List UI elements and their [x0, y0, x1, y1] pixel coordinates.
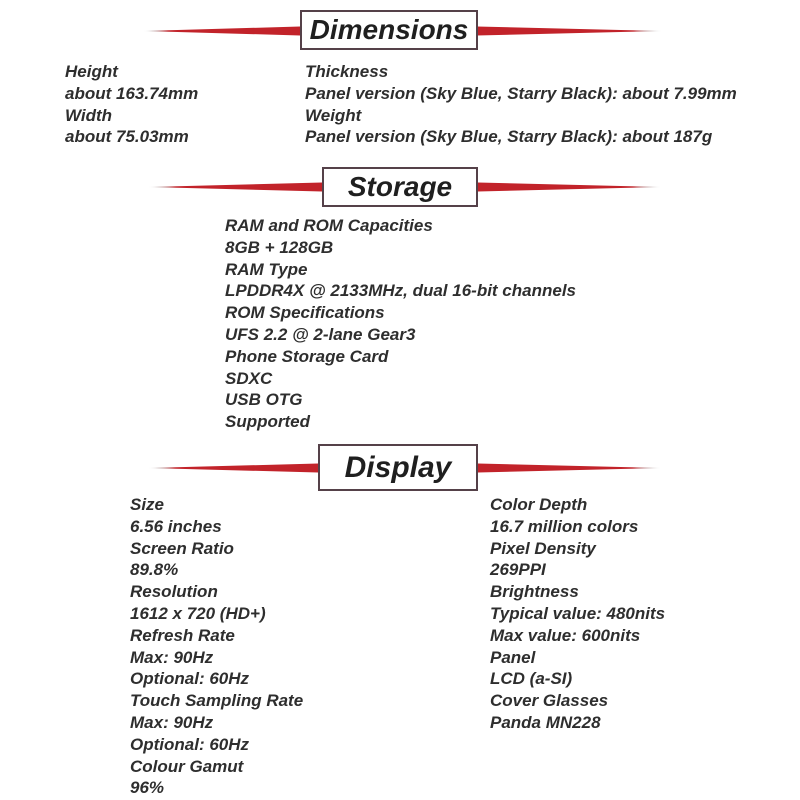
spec-line: Max value: 600nits: [490, 625, 641, 645]
spec-line: Optional: 60Hz: [130, 734, 250, 754]
spec-line: Screen Ratio: [130, 538, 234, 558]
spec-line: Optional: 60Hz: [130, 669, 250, 689]
spec-line: Supported: [225, 412, 310, 432]
spec-line: Weight: [305, 105, 362, 125]
dimensions-right-column: [305, 61, 737, 148]
spec-line: LPDDR4X @ 2133MHz, dual 16-bit channels: [225, 281, 576, 301]
spec-line: 269PPI: [490, 560, 546, 580]
spec-line: about 75.03mm: [65, 127, 189, 147]
spec-line: Refresh Rate: [130, 625, 235, 645]
section-header-storage: [322, 167, 478, 207]
spec-line: Max: 90Hz: [130, 712, 214, 732]
spec-line: Max: 90Hz: [130, 647, 214, 667]
spec-line: Colour Gamut: [130, 756, 244, 776]
spec-line: about 163.74mm: [65, 83, 199, 103]
spec-line: UFS 2.2 @ 2-lane Gear3: [225, 324, 416, 344]
section-title: Display: [344, 450, 452, 484]
spec-line: Pixel Density: [490, 538, 596, 558]
spec-line: Cover Glasses: [490, 691, 609, 711]
spec-line: Color Depth: [490, 495, 588, 514]
spec-line: USB OTG: [225, 390, 303, 410]
spec-line: Thickness: [305, 62, 389, 81]
red-divider-right: [478, 180, 662, 194]
red-divider-right: [477, 24, 663, 38]
spec-line: Height: [65, 62, 118, 81]
spec-line: Panel version (Sky Blue, Starry Black): about 187g: [305, 127, 713, 147]
spec-line: 96%: [130, 778, 165, 798]
spec-line: Panda MN228: [490, 712, 601, 732]
spec-line: RAM Type: [225, 259, 308, 279]
spec-line: 89.8%: [130, 560, 179, 580]
section-header-dimensions: [300, 10, 478, 50]
spec-line: 8GB + 128GB: [225, 237, 334, 257]
spec-line: 16.7 million colors: [490, 516, 639, 536]
red-divider-left: [143, 24, 300, 38]
spec-line: Phone Storage Card: [225, 346, 389, 366]
spec-line: LCD (a-SI): [490, 669, 573, 689]
red-divider-left: [148, 461, 318, 475]
spec-line: Brightness: [490, 582, 579, 602]
spec-line: Panel version (Sky Blue, Starry Black): about 7.99mm: [305, 83, 737, 103]
spec-line: RAM and ROM Capacities: [225, 216, 433, 235]
storage-column: [225, 215, 576, 433]
spec-line: Panel: [490, 647, 536, 667]
section-title: Storage: [347, 171, 453, 202]
dimensions-left-column: [65, 61, 198, 148]
section-title: Dimensions: [309, 14, 469, 45]
red-divider-left: [148, 180, 322, 194]
spec-line: ROM Specifications: [225, 303, 385, 323]
spec-line: Size: [130, 495, 165, 514]
spec-line: SDXC: [225, 368, 273, 388]
spec-line: Typical value: 480nits: [490, 603, 666, 623]
spec-line: 6.56 inches: [130, 516, 222, 536]
spec-line: Width: [65, 105, 113, 125]
section-header-display: [318, 444, 478, 491]
display-left-column: [130, 494, 303, 799]
spec-line: Touch Sampling Rate: [130, 691, 304, 711]
display-right-column: [490, 494, 665, 734]
spec-line: 1612 x 720 (HD+): [130, 603, 266, 623]
spec-line: Resolution: [130, 582, 218, 602]
red-divider-right: [478, 461, 662, 475]
